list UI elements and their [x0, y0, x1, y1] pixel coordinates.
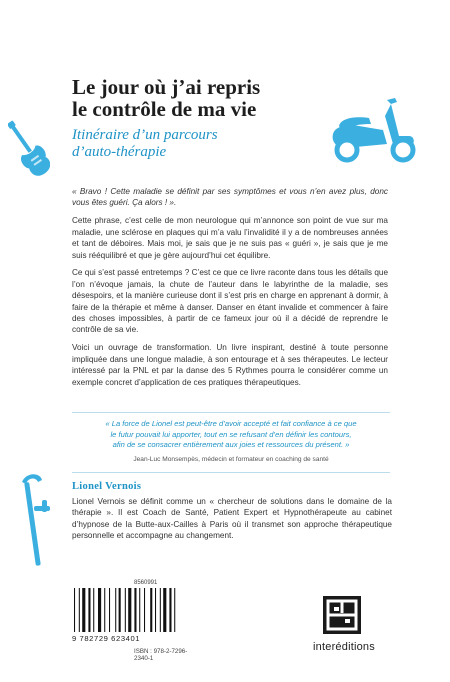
barcode-bar — [150, 588, 152, 632]
electric-guitar-icon — [8, 118, 50, 180]
book-subtitle-line-2: d’auto-thérapie — [72, 144, 167, 160]
scooter-icon — [325, 96, 421, 166]
barcode-bar — [169, 588, 171, 632]
barcode-bar — [109, 588, 110, 632]
barcode-bar — [79, 588, 80, 632]
barcode-bar — [144, 588, 145, 632]
isbn: ISBN : 978-2-7296-2340-1 — [134, 648, 188, 662]
back-cover-text — [72, 186, 388, 395]
book-title-line-2: le contrôle de ma vie — [72, 97, 257, 121]
book-subtitle-line-1: Itinéraire d’un parcours — [72, 127, 218, 143]
barcode-bar — [104, 588, 105, 632]
publisher-name: interéditions — [313, 641, 375, 653]
barcode-bar — [125, 588, 126, 632]
barcode-number: 9 782729 623401 — [72, 634, 141, 643]
barcode-bar — [93, 588, 94, 632]
endorsement-line: « La force de Lionel est peut-être d’avoir accepté et fait confiance à ce que — [105, 419, 357, 428]
barcode-bar — [115, 588, 116, 632]
barcode — [72, 588, 202, 632]
barcode-bar — [155, 588, 156, 632]
author-name-heading: Lionel Vernois — [72, 481, 142, 492]
body-paragraph: Voici un ouvrage de transformation. Un livre inspirant, destiné à toute personne impliquée dans une longue maladie, à son entourage et à ses thérapeutes. Le lecteur intéressé par la PNL et par la danse des 5 Rythmes pourra le considérer comme un exemple concret d’application de ces pratiques thérapeutiques. — [72, 343, 388, 387]
barcode-bar — [119, 588, 121, 632]
endorsement-text — [72, 419, 390, 451]
barcode-bar — [82, 588, 85, 632]
author-bio: Lionel Vernois se définit comme un « chercheur de solutions dans le domaine de la thérapie ». Il est Coach de Santé, Patient Expert et Hypnothérapeute au cabinet d’hypnose de la Butte-aux-Cailles à Paris où il transmet son approche thérapeutique personnelle et accompagne au changement. — [72, 497, 392, 541]
body-paragraph: Ce qui s’est passé entretemps ? C’est ce que ce livre raconte dans tous les détails que l’on n’évoque jamais, la chute de l’auteur dans le labyrinthe de la maladie, ses désespoirs, et la manière curieuse dont il s’est pris en charge en apprenant à dormir, à faire de la thérapie et même à danser. Danser en étant invalide et commencer à faire des choses impossibles, à partir de ce fameux jour où il a décidé de reprendre le contrôle de sa vie. — [72, 268, 388, 335]
endorsement-author: Jean-Luc Monsempès, médecin et formateur en coaching de santé — [133, 455, 329, 463]
publisher-logo-icon — [323, 596, 361, 634]
barcode-bar — [128, 588, 131, 632]
barcode-bar — [139, 588, 140, 632]
barcode-block — [72, 580, 202, 660]
barcode-bar — [98, 588, 101, 632]
endorsement-quote — [72, 412, 390, 473]
barcode-code: 8560991 — [134, 580, 158, 586]
barcode-bar — [134, 588, 136, 632]
barcode-bar — [74, 588, 75, 632]
barcode-bar — [88, 588, 90, 632]
endorsement-line: afin de se consacrer entièrement aux joies et ressources du présent. » — [112, 440, 350, 450]
barcode-bar — [163, 588, 166, 632]
body-paragraph: Cette phrase, c’est celle de mon neurologue qui m’annonce son point de vue sur ma maladie, une sclérose en plaques qui m’a valu l’invalidité il y a de nombreuses années et tant de déboires. Mais moi, je sais que je ne suis pas « guéri », je sais que je me suis rééquilibré et que je gère aujourd’hui cet équilibre. — [72, 216, 388, 260]
book-title-line-1: Le jour où j’ai repris — [72, 75, 261, 99]
book-title — [72, 76, 332, 120]
endorsement-line: le futur pouvait lui apporter, tout en se refusant d’en définir les contours, — [110, 429, 352, 439]
crutch-icon — [20, 470, 60, 570]
book-subtitle — [72, 127, 302, 161]
opening-quote-paragraph: « Bravo ! Cette maladie se définit par ses symptômes et vous n’en avez plus, donc vous êtes guéri. Ça alors ! ». — [72, 187, 388, 208]
barcode-bar — [160, 588, 161, 632]
barcode-bar — [174, 588, 175, 632]
